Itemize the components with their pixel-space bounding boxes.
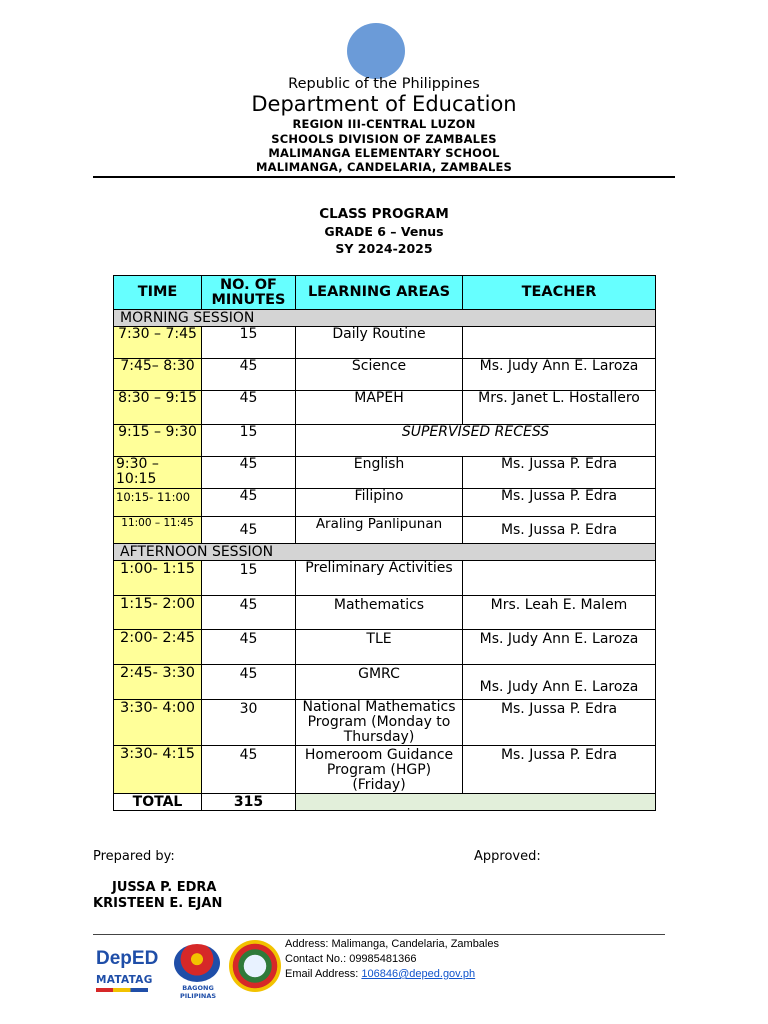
footer-address: Address: Malimanga, Candelaria, Zambales [285, 938, 499, 950]
teacher-cell: Ms. Jussa P. Edra [463, 457, 656, 489]
header-location: MALIMANGA, CANDELARIA, ZAMBALES [255, 160, 513, 174]
minutes-cell: 45 [202, 596, 296, 630]
table-row [114, 391, 656, 425]
teacher-cell [463, 561, 656, 596]
table-row [114, 665, 656, 700]
time-cell: 3:30- 4:15 [114, 746, 202, 794]
minutes-cell: 45 [202, 489, 296, 517]
matatag-text: MATATAG [96, 974, 153, 986]
table-row [114, 489, 656, 517]
total-minutes: 315 [202, 794, 296, 811]
teacher-cell: Ms. Jussa P. Edra [463, 700, 656, 746]
area-cell: GMRC [296, 665, 463, 700]
bagong-pilipinas-text: BAGONG PILIPINAS [179, 984, 217, 1000]
program-school-year: SY 2024-2025 [335, 241, 433, 256]
header-seal [347, 23, 405, 79]
time-cell: 10:15- 11:00 [114, 489, 202, 517]
time-cell: 1:15- 2:00 [114, 596, 202, 630]
footer-email-link[interactable]: 106846@deped.gov.ph [361, 968, 476, 980]
program-title: CLASS PROGRAM [319, 206, 449, 222]
table-row [114, 596, 656, 630]
minutes-cell: 15 [202, 327, 296, 359]
area-cell: Araling Panlipunan [296, 517, 463, 544]
time-cell: 2:00- 2:45 [114, 630, 202, 665]
minutes-cell: 45 [202, 665, 296, 700]
prepared-by-label: Prepared by: [93, 849, 175, 864]
area-cell: English [296, 457, 463, 489]
minutes-cell: 45 [202, 630, 296, 665]
table-row [114, 517, 656, 544]
table-row [114, 327, 656, 359]
total-row [114, 794, 656, 811]
school-seal-logo [229, 940, 281, 992]
header-school: MALIMANGA ELEMENTARY SCHOOL [268, 146, 500, 160]
header-region: REGION III-CENTRAL LUZON [292, 117, 476, 131]
header-division: SCHOOLS DIVISION OF ZAMBALES [271, 132, 497, 146]
teacher-cell [463, 327, 656, 359]
header-department: Department of Education [251, 92, 517, 116]
table-row [114, 561, 656, 596]
table-header-row [114, 276, 656, 310]
time-cell: 2:45- 3:30 [114, 665, 202, 700]
class-program-table [113, 275, 656, 811]
teacher-cell: Mrs. Janet L. Hostallero [463, 391, 656, 425]
footer-divider [93, 934, 665, 935]
header-time: TIME [114, 276, 202, 310]
table-row [114, 359, 656, 391]
time-cell: 1:00- 1:15 [114, 561, 202, 596]
afternoon-session-row [114, 544, 656, 561]
approved-label: Approved: [474, 849, 541, 864]
teacher-cell: Ms. Judy Ann E. Laroza [463, 359, 656, 391]
area-cell: Homeroom Guidance Program (HGP) (Friday) [296, 746, 463, 794]
area-cell: MAPEH [296, 391, 463, 425]
teacher-cell: Ms. Judy Ann E. Laroza [463, 665, 656, 700]
minutes-cell: 15 [202, 425, 296, 457]
footer-contact: Contact No.: 09985481366 [285, 953, 417, 965]
bagong-pilipinas-logo [168, 938, 228, 1000]
total-label: TOTAL [114, 794, 202, 811]
area-cell: National Mathematics Program (Monday to Thursday) [296, 700, 463, 746]
footer-email-label: Email Address: [285, 968, 362, 980]
morning-session-label: MORNING SESSION [114, 310, 656, 327]
total-empty-cell [296, 794, 656, 811]
table-row [114, 700, 656, 746]
area-cell: Daily Routine [296, 327, 463, 359]
table-row [114, 746, 656, 794]
footer-email-line [285, 968, 475, 980]
minutes-cell: 15 [202, 561, 296, 596]
area-cell: TLE [296, 630, 463, 665]
header-minutes: NO. OF MINUTES [202, 276, 296, 310]
time-cell: 8:30 – 9:15 [114, 391, 202, 425]
teacher-cell: Ms. Jussa P. Edra [463, 517, 656, 544]
recess-cell: SUPERVISED RECESS [296, 425, 656, 457]
area-cell: Mathematics [296, 596, 463, 630]
signatory-name-2: KRISTEEN E. EJAN [93, 896, 223, 911]
time-cell: 9:30 – 10:15 [114, 457, 202, 489]
minutes-cell: 30 [202, 700, 296, 746]
morning-session-row [114, 310, 656, 327]
table-row [114, 630, 656, 665]
time-cell: 7:30 – 7:45 [114, 327, 202, 359]
signatory-name-1: JUSSA P. EDRA [112, 880, 217, 895]
bagong-pilipinas-emblem [174, 944, 220, 982]
teacher-cell: Mrs. Leah E. Malem [463, 596, 656, 630]
minutes-cell: 45 [202, 746, 296, 794]
deped-logo [86, 938, 160, 1000]
program-grade: GRADE 6 – Venus [324, 224, 444, 239]
matatag-stripe [96, 988, 148, 992]
deped-logo-text: DepED [96, 948, 159, 969]
teacher-cell: Ms. Jussa P. Edra [463, 746, 656, 794]
time-cell: 9:15 – 9:30 [114, 425, 202, 457]
table-row [114, 425, 656, 457]
teacher-cell: Ms. Jussa P. Edra [463, 489, 656, 517]
area-cell: Filipino [296, 489, 463, 517]
minutes-cell: 45 [202, 457, 296, 489]
table-row [114, 457, 656, 489]
header-republic: Republic of the Philippines [288, 76, 480, 92]
area-cell: Preliminary Activities [296, 561, 463, 596]
time-cell: 11:00 – 11:45 [114, 517, 202, 544]
minutes-cell: 45 [202, 391, 296, 425]
area-cell: Science [296, 359, 463, 391]
header-teacher: TEACHER [463, 276, 656, 310]
time-cell: 3:30- 4:00 [114, 700, 202, 746]
afternoon-session-label: AFTERNOON SESSION [114, 544, 656, 561]
teacher-cell: Ms. Judy Ann E. Laroza [463, 630, 656, 665]
header-divider [93, 176, 675, 178]
minutes-cell: 45 [202, 517, 296, 544]
header-learning-areas: LEARNING AREAS [296, 276, 463, 310]
time-cell: 7:45– 8:30 [114, 359, 202, 391]
minutes-cell: 45 [202, 359, 296, 391]
